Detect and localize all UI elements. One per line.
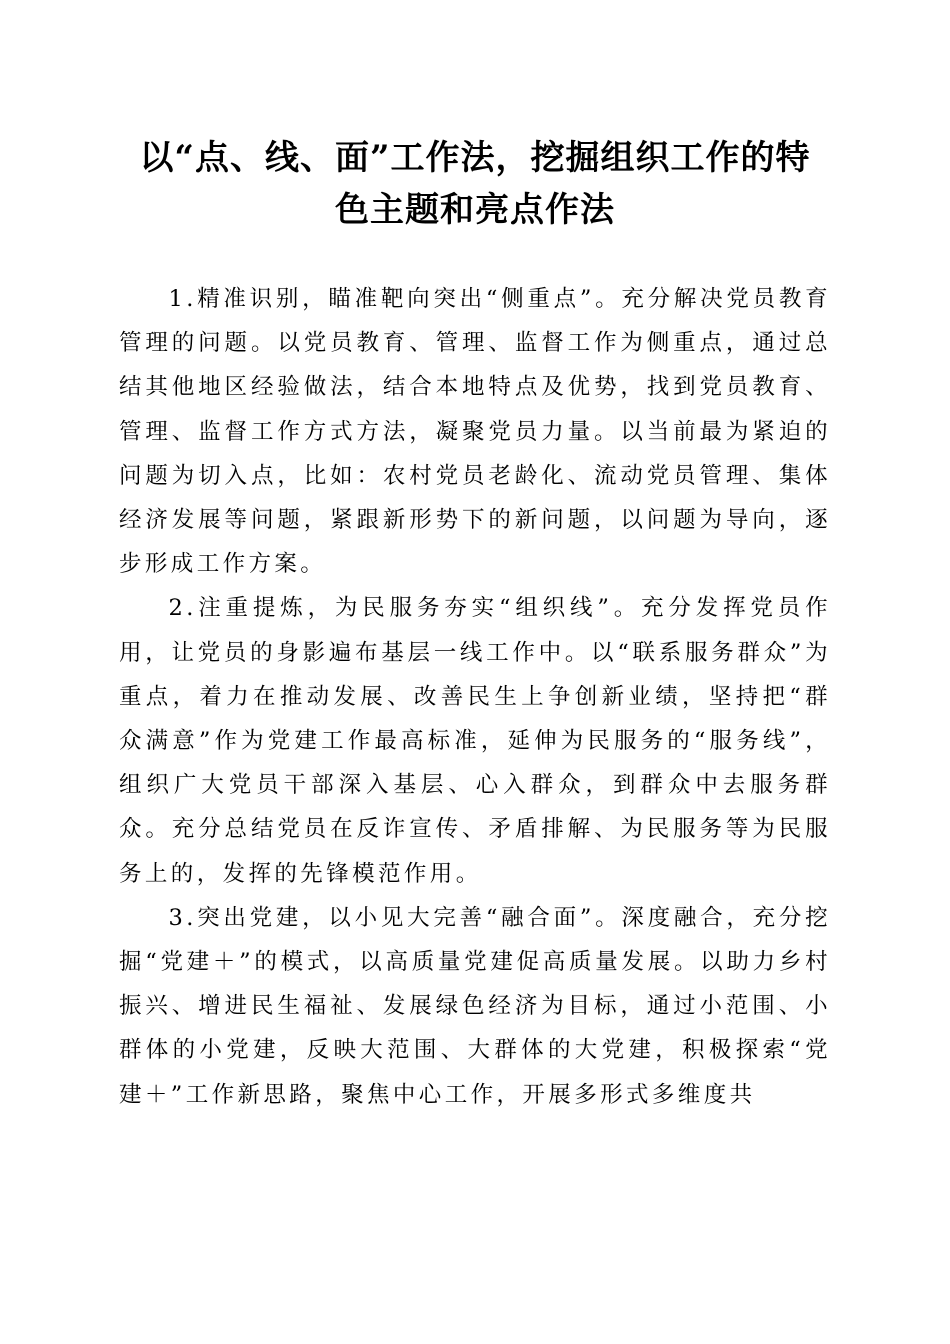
paragraph-3: 3.突出党建，以小见大完善“融合面”。深度融合，充分挖掘“党建＋”的模式，以高质量党建促高质量发展。以助力乡村振兴、增进民生福祉、发展绿色经济为目标，通过小范围、小群体的小党建，反映大范围、大群体的大党建，积极探索“党建＋”工作新思路，聚焦中心工作，开展多形式多维度共 (119, 904, 831, 1108)
document-body (119, 277, 831, 1117)
paragraph-1: 1.精准识别，瞄准靶向突出“侧重点”。充分解决党员教育管理的问题。以党员教育、管理、监督工作为侧重点，通过总结其他地区经验做法，结合本地特点及优势，找到党员教育、管理、监督工作方式方法，凝聚党员力量。以当前最为紧迫的问题为切入点，比如：农村党员老龄化、流动党员管理、集体经济发展等问题，紧跟新形势下的新问题，以问题为导向，逐步形成工作方案。 (119, 286, 831, 578)
paragraph-2: 2.注重提炼，为民服务夯实“组织线”。充分发挥党员作用，让党员的身影遍布基层一线工作中。以“联系服务群众”为重点，着力在推动发展、改善民生上争创新业绩，坚持把“群众满意”作为党建工作最高标准，延伸为民服务的“服务线”，组织广大党员干部深入基层、心入群众，到群众中去服务群众。充分总结党员在反诈宣传、矛盾排解、为民服务等为民服务上的，发挥的先锋模范作用。 (119, 595, 831, 887)
document-title (100, 132, 850, 236)
title-line-1: 以“点、线、面”工作法，挖掘组织工作的特 (139, 138, 811, 178)
title-line-2: 色主题和亮点作法 (335, 190, 615, 230)
